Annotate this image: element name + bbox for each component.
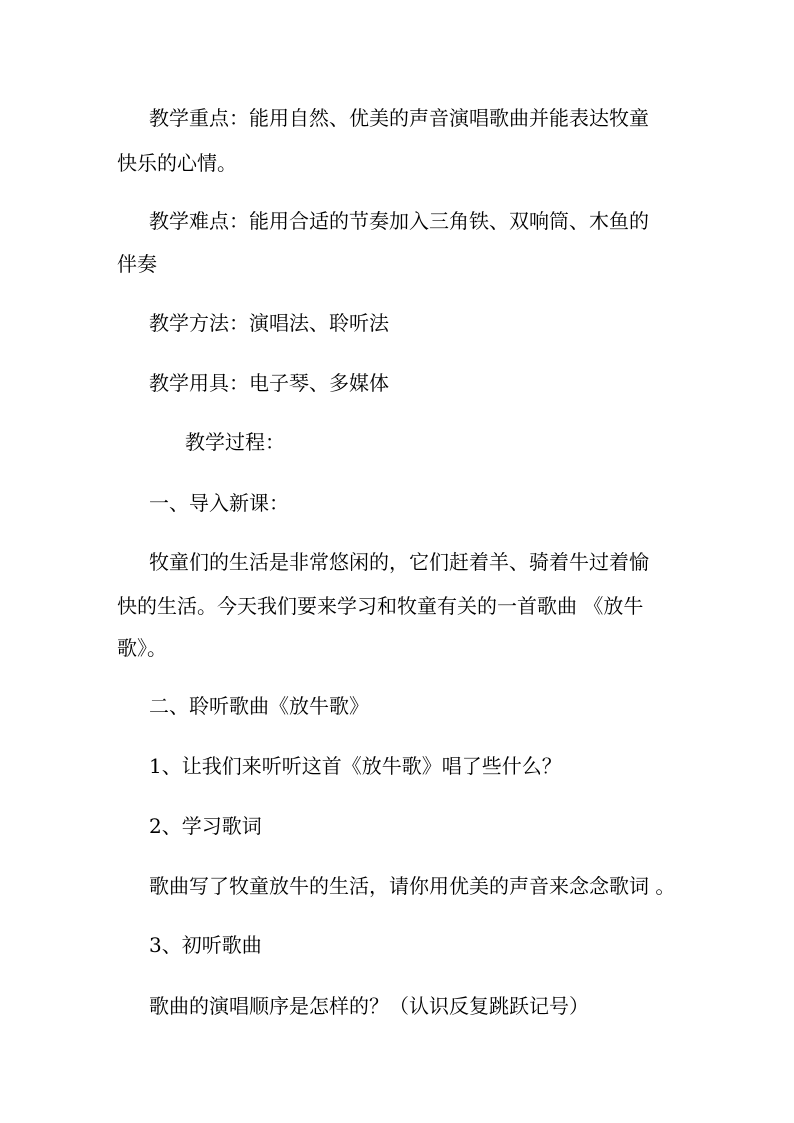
- section-heading-listen-song: 二、聆听歌曲《放牛歌》: [149, 694, 369, 718]
- section-heading-teaching-process: 教学过程：: [185, 430, 285, 454]
- paragraph-teaching-focus-line-2: 快乐的心情。: [117, 151, 237, 175]
- section-heading-intro: 一、导入新课：: [149, 491, 289, 515]
- paragraph-intro-line-3: 歌》。: [117, 636, 167, 660]
- paragraph-teaching-method: 教学方法：演唱法、聆听法: [149, 311, 389, 335]
- paragraph-order: 歌曲的演唱顺序是怎样的？（认识反复跳跃记号）: [149, 994, 589, 1018]
- list-item-2: 2、学习歌词: [149, 814, 262, 838]
- list-item-3: 3、初听歌曲: [149, 933, 262, 957]
- list-item-1: 1、让我们来听听这首《放牛歌》唱了些什么？: [149, 754, 562, 778]
- paragraph-teaching-focus-line-1: 教学重点：能用自然、优美的声音演唱歌曲并能表达牧童: [149, 106, 649, 130]
- paragraph-intro-line-2: 快的生活。今天我们要来学习和牧童有关的一首歌曲 《放牛: [117, 594, 644, 618]
- paragraph-teaching-difficulty-line-2: 伴奏: [117, 252, 157, 276]
- paragraph-intro-line-1: 牧童们的生活是非常悠闲的，它们赶着羊、骑着牛过着愉: [149, 550, 649, 574]
- paragraph-teaching-tools: 教学用具：电子琴、多媒体: [149, 371, 389, 395]
- paragraph-teaching-difficulty-line-1: 教学难点：能用合适的节奏加入三角铁、双响筒、木鱼的: [149, 209, 649, 233]
- paragraph-lyrics: 歌曲写了牧童放牛的生活，请你用优美的声音来念念歌词 。: [149, 874, 676, 898]
